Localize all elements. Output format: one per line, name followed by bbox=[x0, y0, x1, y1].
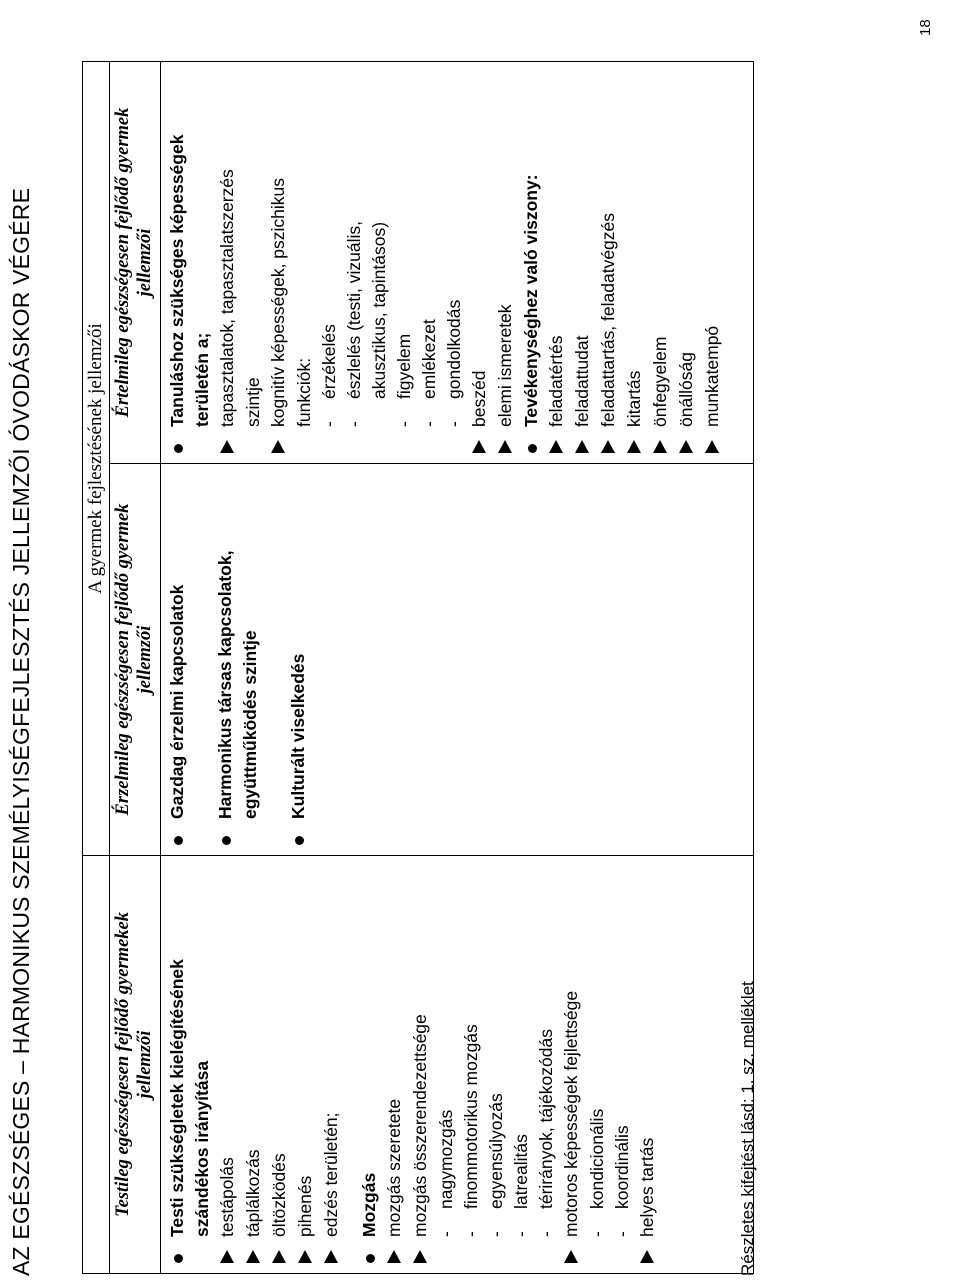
list-item bbox=[442, 68, 467, 455]
list-item bbox=[213, 470, 238, 847]
list-item-text: helyes tartás bbox=[637, 1137, 657, 1237]
list-item-text: feladattudat bbox=[572, 335, 592, 427]
arrowhead-bullet-icon bbox=[246, 1250, 260, 1263]
list-item-text: funkciók: bbox=[294, 357, 314, 427]
column-header-emotional bbox=[110, 464, 161, 856]
arrowhead-bullet-icon bbox=[472, 440, 486, 453]
list-item-text: Tanuláshoz szükséges képességek bbox=[167, 134, 187, 427]
column-header-emotional-line1: Érzelmileg egészségesen fejlődő gyermek bbox=[113, 503, 133, 816]
list-item-text: koordinális bbox=[612, 1125, 632, 1209]
column-body-intellectual bbox=[161, 61, 754, 463]
list-item bbox=[293, 862, 319, 1265]
list-item-text: finommotorikus mozgás bbox=[461, 1024, 481, 1209]
column-header-physical-line2: jellemzői bbox=[135, 1030, 155, 1099]
list-item bbox=[357, 862, 382, 1265]
list-item bbox=[342, 68, 367, 455]
list-item-text: emlékezet bbox=[419, 319, 439, 399]
list-marker bbox=[534, 1209, 559, 1237]
list-item bbox=[635, 862, 661, 1265]
list-marker bbox=[674, 427, 700, 455]
bullet-dot-icon bbox=[174, 444, 183, 453]
list-marker bbox=[357, 1237, 382, 1265]
arrowhead-bullet-icon bbox=[271, 440, 285, 453]
list-item-text: kondicionális bbox=[587, 1108, 607, 1209]
list-item-text: szándékos irányítása bbox=[192, 1060, 212, 1237]
list-item-text: latrealitás bbox=[511, 1134, 531, 1209]
list-item-text: területén a; bbox=[192, 332, 212, 427]
list-item bbox=[241, 68, 266, 455]
list-item-text: mozgás szeretete bbox=[384, 1098, 404, 1237]
list-marker bbox=[392, 399, 417, 427]
list-item bbox=[392, 68, 417, 455]
list-item bbox=[700, 68, 726, 455]
list-marker bbox=[459, 1209, 484, 1237]
arrowhead-bullet-icon bbox=[387, 1250, 401, 1263]
list-marker bbox=[596, 427, 622, 455]
list-marker bbox=[342, 399, 367, 427]
list-item bbox=[509, 862, 534, 1265]
list-item bbox=[493, 68, 519, 455]
list-item bbox=[215, 68, 241, 455]
list-item-text: Tevékenységhez való viszony: bbox=[521, 174, 541, 427]
list-item-text: önállóság bbox=[676, 352, 696, 427]
list-item bbox=[286, 470, 311, 847]
arrowhead-bullet-icon bbox=[564, 1250, 578, 1263]
list-item-text: öltözködés bbox=[269, 1153, 289, 1237]
list-marker bbox=[622, 427, 648, 455]
list-item-text: feladattartás, feladatvégzés bbox=[598, 212, 618, 427]
list-marker bbox=[484, 1209, 509, 1237]
arrowhead-bullet-icon bbox=[653, 440, 667, 453]
list-marker bbox=[493, 427, 519, 455]
list-item-text: Kulturált viselkedés bbox=[288, 653, 308, 819]
page-number: 18 bbox=[917, 19, 934, 36]
list-marker bbox=[700, 427, 726, 455]
arrowhead-bullet-icon bbox=[640, 1250, 654, 1263]
list-item-text: táplálkozás bbox=[243, 1149, 263, 1237]
list-item bbox=[610, 862, 635, 1265]
list-item bbox=[190, 862, 215, 1265]
list-item bbox=[190, 68, 215, 455]
list-item bbox=[292, 68, 317, 455]
list-item bbox=[544, 68, 570, 455]
list-item-text: érzékelés bbox=[319, 324, 339, 399]
list-item-text: nagymozgás bbox=[436, 1109, 456, 1209]
list-item-text: egyensúlyozás bbox=[486, 1093, 506, 1209]
list-marker bbox=[215, 1237, 241, 1265]
list-marker bbox=[241, 1237, 267, 1265]
list-marker bbox=[610, 1209, 635, 1237]
column-body-physical bbox=[161, 856, 754, 1274]
list-item-text: akusztikus, tapintásos) bbox=[369, 221, 389, 399]
list-marker bbox=[434, 1209, 459, 1237]
list-item bbox=[165, 862, 190, 1265]
column-body-emotional bbox=[161, 464, 754, 856]
dash-bullet: - bbox=[344, 421, 364, 427]
arrowhead-bullet-icon bbox=[705, 440, 719, 453]
list-item bbox=[596, 68, 622, 455]
list-marker bbox=[317, 399, 342, 427]
dash-bullet: - bbox=[511, 1231, 531, 1237]
dash-bullet: - bbox=[612, 1231, 632, 1237]
column-header-physical bbox=[110, 856, 161, 1274]
list-marker bbox=[442, 399, 467, 427]
column-header-emotional-line2: jellemzői bbox=[135, 625, 155, 694]
list-item bbox=[622, 68, 648, 455]
list-marker bbox=[519, 427, 544, 455]
arrowhead-bullet-icon bbox=[298, 1250, 312, 1263]
list-item bbox=[382, 862, 408, 1265]
list-item-text: szintje bbox=[243, 377, 263, 427]
list-item-text: Harmonikus társas kapcsolatok, bbox=[215, 550, 235, 819]
list-item-text: térirányok, tájékozódás bbox=[536, 1029, 556, 1209]
arrowhead-bullet-icon bbox=[549, 440, 563, 453]
list-marker bbox=[570, 427, 596, 455]
list-marker bbox=[509, 1209, 534, 1237]
list-item bbox=[519, 68, 544, 455]
list-marker bbox=[585, 1209, 610, 1237]
arrowhead-bullet-icon bbox=[575, 440, 589, 453]
development-table bbox=[82, 61, 754, 1274]
list-item bbox=[459, 862, 484, 1265]
column-header-intellectual-line2: jellemzői bbox=[135, 228, 155, 297]
list-marker bbox=[319, 1237, 345, 1265]
column-header-intellectual-line1: Értelmileg egészségesen fejlődő gyermek bbox=[113, 107, 133, 418]
list-item-text: motoros képességek fejlettsége bbox=[561, 990, 581, 1237]
list-item bbox=[648, 68, 674, 455]
list-item bbox=[408, 862, 434, 1265]
dash-bullet: - bbox=[319, 421, 339, 427]
dash-bullet: - bbox=[394, 421, 414, 427]
arrowhead-bullet-icon bbox=[498, 440, 512, 453]
list-item-text: edzés területén; bbox=[321, 1112, 341, 1237]
list-item bbox=[266, 68, 292, 455]
list-item-text: pihenés bbox=[295, 1175, 315, 1237]
list-item bbox=[467, 68, 493, 455]
list-item-text: kognitív képességek, pszichikus bbox=[268, 177, 288, 427]
list-marker bbox=[165, 427, 190, 455]
dash-bullet: - bbox=[419, 421, 439, 427]
list-item-text: elemi ismeretek bbox=[495, 304, 515, 427]
bullet-dot-icon bbox=[174, 1254, 183, 1263]
list-item-text: testápolás bbox=[217, 1157, 237, 1237]
list-item bbox=[367, 68, 392, 455]
list-item bbox=[484, 862, 509, 1265]
arrowhead-bullet-icon bbox=[413, 1250, 427, 1263]
list-item bbox=[434, 862, 459, 1265]
list-marker bbox=[648, 427, 674, 455]
list-item-text: munkatempó bbox=[702, 325, 722, 427]
list-marker bbox=[417, 399, 442, 427]
list-marker bbox=[293, 1237, 319, 1265]
list-item bbox=[570, 68, 596, 455]
page-title: AZ EGÉSZSÉGES – HARMONIKUS SZEMÉLYISÉGFEJLESZTÉS JELLEMZŐI ÓVODÁSKOR VÉGÉRE bbox=[8, 187, 34, 1276]
list-item-text: beszéd bbox=[469, 370, 489, 427]
list-item-text: feladatértés bbox=[546, 335, 566, 427]
list-marker bbox=[267, 1237, 293, 1265]
list-item bbox=[267, 862, 293, 1265]
list-item bbox=[241, 862, 267, 1265]
list-item-text: együttműködés szintje bbox=[240, 630, 260, 819]
list-item bbox=[215, 862, 241, 1265]
bullet-dot-icon bbox=[295, 836, 304, 845]
list-marker bbox=[213, 819, 238, 847]
list-item-text: mozgás összerendezettsége bbox=[410, 1014, 430, 1237]
bullet-dot-icon bbox=[222, 836, 231, 845]
dash-bullet: - bbox=[486, 1231, 506, 1237]
list-item-text: Gazdag érzelmi kapcsolatok bbox=[167, 584, 187, 819]
list-item-text: gondolkodás bbox=[444, 299, 464, 399]
list-item bbox=[319, 862, 345, 1265]
list-item bbox=[585, 862, 610, 1265]
list-marker bbox=[467, 427, 493, 455]
list-item bbox=[417, 68, 442, 455]
list-item-text: Testi szükségletek kielégítésének bbox=[167, 959, 187, 1237]
column-header-intellectual bbox=[110, 61, 161, 463]
list-item bbox=[674, 68, 700, 455]
arrowhead-bullet-icon bbox=[272, 1250, 286, 1263]
list-item-text: önfegyelem bbox=[650, 336, 670, 427]
dash-bullet: - bbox=[444, 421, 464, 427]
arrowhead-bullet-icon bbox=[679, 440, 693, 453]
column-header-physical-line1: Testileg egészségesen fejlődő gyermekek bbox=[113, 912, 133, 1217]
list-item-text: figyelem bbox=[394, 333, 414, 399]
dash-bullet: - bbox=[461, 1231, 481, 1237]
list-item bbox=[317, 68, 342, 455]
list-marker bbox=[408, 1237, 434, 1265]
arrowhead-bullet-icon bbox=[220, 1250, 234, 1263]
list-item-text: tapasztalatok, tapasztalatszerzés bbox=[217, 169, 237, 427]
list-marker bbox=[215, 427, 241, 455]
list-marker bbox=[559, 1237, 585, 1265]
list-item bbox=[559, 862, 585, 1265]
list-item-text: kitartás bbox=[624, 370, 644, 427]
arrowhead-bullet-icon bbox=[627, 440, 641, 453]
list-marker bbox=[165, 1237, 190, 1265]
list-marker bbox=[544, 427, 570, 455]
dash-bullet: - bbox=[587, 1231, 607, 1237]
table-main-header: A gyermek fejlesztésének jellemzői bbox=[83, 61, 110, 855]
list-item-text: észlelés (testi, vizuális, bbox=[344, 221, 364, 399]
list-item bbox=[238, 470, 263, 847]
list-marker bbox=[635, 1237, 661, 1265]
arrowhead-bullet-icon bbox=[324, 1250, 338, 1263]
list-marker bbox=[382, 1237, 408, 1265]
list-marker bbox=[165, 819, 190, 847]
bullet-dot-icon bbox=[174, 836, 183, 845]
arrowhead-bullet-icon bbox=[601, 440, 615, 453]
list-item bbox=[165, 68, 190, 455]
list-marker bbox=[286, 819, 311, 847]
bullet-dot-icon bbox=[528, 444, 537, 453]
list-item-text: Mozgás bbox=[359, 1172, 379, 1237]
dash-bullet: - bbox=[536, 1231, 556, 1237]
list-item bbox=[165, 470, 190, 847]
arrowhead-bullet-icon bbox=[220, 440, 234, 453]
bullet-dot-icon bbox=[366, 1254, 375, 1263]
footnote: Részletes kifejtést lásd: 1. sz. melléklet bbox=[738, 981, 757, 1276]
list-item bbox=[534, 862, 559, 1265]
list-marker bbox=[266, 427, 292, 455]
dash-bullet: - bbox=[436, 1231, 456, 1237]
